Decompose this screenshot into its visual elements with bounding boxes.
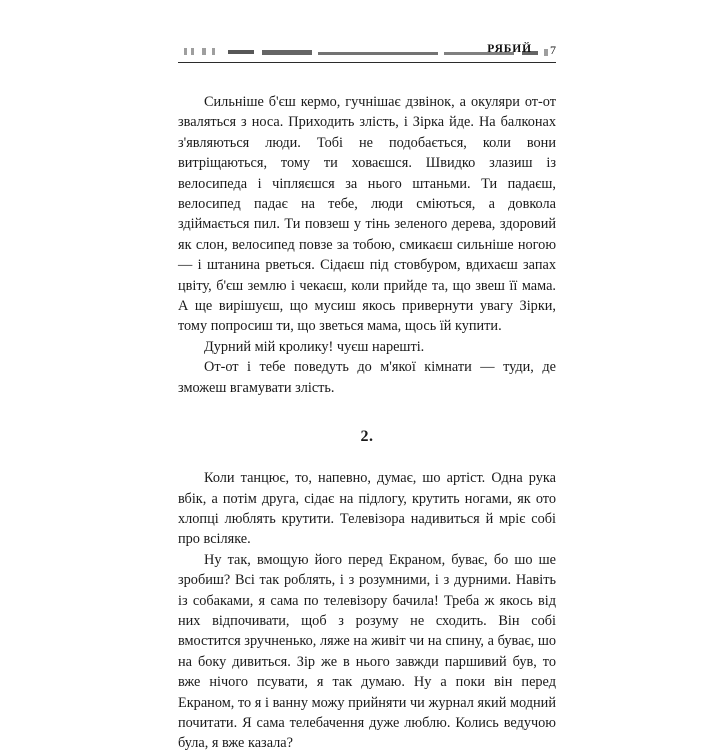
header-smudge-mark [191, 48, 194, 55]
running-head-title: РЯБИЙ [487, 43, 532, 55]
paragraph: От-от i тебе поведуть до м'якої кiмнати — туди, де зможеш вгамувати злiсть. [178, 359, 556, 396]
paragraph: Коли танцює, то, напевно, думає, шо артiст. Одна рука вбiк, а потiм друга, сiдає на пiдлогу, крутить ногами, як ото хлопцi люблять крутити. Телевiзора надивиться й мрiє собi про всiляке. [178, 470, 556, 548]
header-smudge-mark [544, 49, 548, 56]
page-content [178, 40, 556, 754]
header-smudge-mark [262, 50, 312, 55]
header-smudge-mark [202, 48, 206, 55]
header-smudge-mark [212, 48, 215, 55]
header-smudge-mark [318, 52, 438, 55]
header-rule [178, 62, 556, 63]
header-smudge-mark [184, 48, 187, 55]
section-number: 2. [360, 428, 374, 446]
header-smudge-mark [228, 50, 254, 54]
body-text-after-break [178, 468, 556, 754]
paragraph: Сильнiше б'єш кермо, гучнiшає дзвiнок, а окуляри от-от зваляться з носа. Приходить злiсть, i Зiрка йде. На балконах з'являються люди. Тобi не подобається, коли вони витрiщаються, тому ти ховаєшся. Швидко злазиш iз велосипеда i чiпляєшся за нього штаньми. Ти падаєш, велосипед падає на тебе, люди смiються, а довкола здiймається пил. Ти повзеш у тiнь зеленого дерева, здоровий як слон, велосипед повзе за тобою, смикаєш сильнiше ногою — i штанина рветься. Сiдаєш пiд стовбуром, вдихаєш запах цвiту, б'єш землю i чекаєш, коли прийде та, що звеш її мама. А ще вирiшуєш, що мусиш якось привернути увагу Зiрки, тому попросиш ти, що зветься мама, щось їй купити. [178, 94, 556, 335]
paragraph: Ну так, вмощую його перед Екраном, буває, бо шо ше зробиш? Всi так роблять, i з розумними, i з дурними. Навiть iз собаками, я сама по телевiзору бачила! Треба ж якось вiд них вiдпочивати, щоб з розуму не сходить. Вiн собi вмостится зручненько, ляже на живiт чи на спину, а буває, шо на боку дивиться. Зiр же в нього завжди паршивий був, то вже нiчого псувати, я так думаю. Ну а поки вiн перед Екраном, то я i ванну можу прийняти чи журнал який модний почитати. Я сама телебачення дуже люблю. Колись ведучою була, я вже казала? [178, 551, 556, 752]
paragraph: Дурний мiй кролику! чуєш нарештi. [204, 338, 425, 355]
page-number: 7 [550, 43, 556, 57]
body-text-before-break [178, 92, 556, 398]
running-head [178, 40, 556, 66]
